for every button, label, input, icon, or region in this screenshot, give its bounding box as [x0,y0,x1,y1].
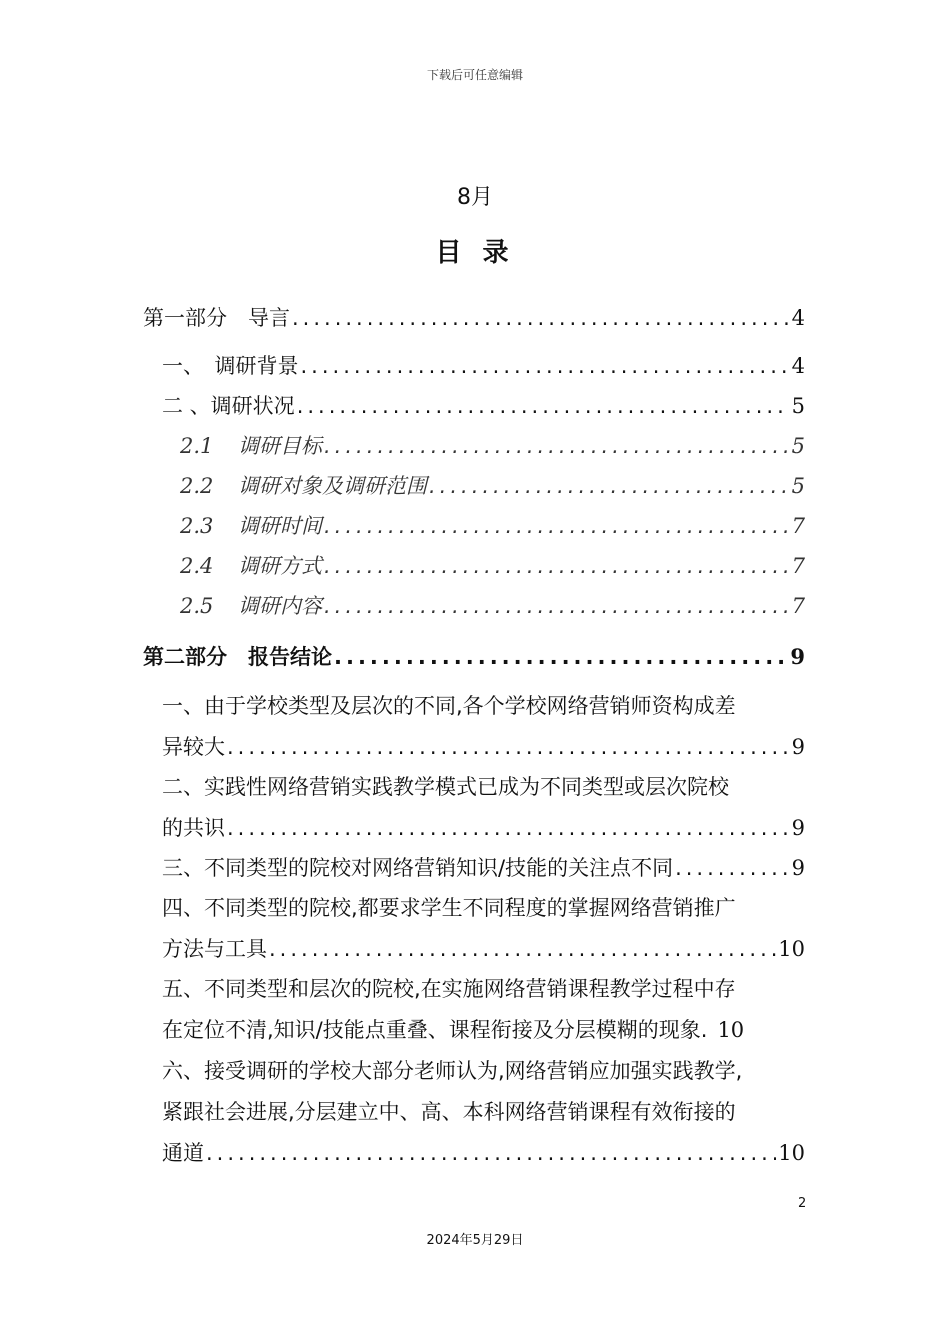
toc-dot-leader [269,935,776,963]
toc-dot-leader [227,733,790,761]
toc-entry-page: 10 [717,1018,745,1042]
toc-dot-leader [292,304,790,332]
toc-entry-page: 9 [791,735,805,759]
toc-entry-c6[interactable] [162,1139,805,1167]
toc-entry-page: 9 [791,856,805,880]
toc-dot-leader [297,392,790,420]
toc-entry-text: 调研目标 [238,434,322,458]
toc-dot-leader [324,552,790,580]
toc-entry-part1[interactable] [143,304,805,332]
toc-entry-label: 第一部分 导言 [143,306,290,330]
toc-dot-leader [429,472,790,500]
toc-entry-s24[interactable] [180,552,805,580]
toc-entry-c2-line1[interactable]: 二、实践性网络营销实践教学模式已成为不同类型或层次院校 [162,775,729,799]
toc-entry-page: 5 [791,474,805,498]
header-note: 下载后可任意编辑 [426,68,523,82]
toc-entry-c4[interactable] [162,935,805,963]
toc-entry-number: 2.3 [180,514,214,538]
toc-entry-part2[interactable] [143,643,805,671]
toc-entry-c5-line1[interactable]: 五、不同类型和层次的院校,在实施网络营销课程教学过程中存 [162,977,736,1001]
toc-dot-leader [301,352,790,380]
page-number: 2 [798,1196,807,1211]
toc-title: 目 录 [435,238,515,268]
toc-entry-number: 2.1 [180,434,214,458]
toc-entry-c6-line2[interactable]: 紧跟社会进展,分层建立中、高、本科网络营销课程有效衔接的 [162,1100,736,1124]
toc-entry-s1[interactable] [162,352,805,380]
toc-entry-page: 7 [791,594,805,618]
toc-entry-page: 7 [791,554,805,578]
toc-entry-c1-line1[interactable]: 一、由于学校类型及层次的不同,各个学校网络营销师资构成差 [162,694,736,718]
toc-entry-page: 9 [790,644,805,669]
toc-entry-c6-line1[interactable]: 六、接受调研的学校大部分老师认为,网络营销应加强实践教学, [162,1059,743,1083]
toc-entry-c3[interactable] [162,854,805,882]
toc-entry-text: 调研内容 [238,594,322,618]
toc-entry-s22[interactable] [180,472,805,500]
toc-entry-c5[interactable] [162,1016,805,1044]
toc-entry-label [180,432,322,460]
toc-entry-label: 异较大 [162,735,225,759]
toc-entry-s21[interactable] [180,432,805,460]
toc-entry-number: 2.4 [180,554,214,578]
toc-entry-label: 在定位不清,知识/技能点重叠、课程衔接及分层模糊的现象. [162,1018,708,1042]
toc-dot-leader [324,432,790,460]
toc-entry-label [180,472,427,500]
footer-date: 2024年5月29日 [426,1233,524,1248]
toc-entry-c1[interactable] [162,733,805,761]
toc-dot-leader [324,512,790,540]
toc-entry-label: 三、不同类型的院校对网络营销知识/技能的关注点不同 [162,856,674,880]
toc-entry-label: 通道 [162,1141,204,1165]
toc-entry-page: 5 [791,434,805,458]
toc-entry-s23[interactable] [180,512,805,540]
toc-entry-page: 10 [778,937,805,961]
month-heading: 8月 [457,185,493,210]
toc-dot-leader [206,1139,776,1167]
toc-entry-page: 10 [778,1141,805,1165]
toc-dot-leader [324,592,790,620]
toc-dot-leader [334,643,788,671]
toc-entry-label: 二 、调研状况 [162,394,295,418]
toc-entry-label: 第二部分 报告结论 [143,645,332,669]
toc-entry-number: 2.2 [180,474,214,498]
toc-entry-number: 2.5 [180,594,214,618]
toc-entry-s2[interactable] [162,392,805,420]
toc-entry-s25[interactable] [180,592,805,620]
toc-entry-page: 7 [791,514,805,538]
toc-entry-text: 调研时间 [238,514,322,538]
toc-entry-label: 的共识 [162,816,225,840]
toc-entry-page: 4 [791,306,805,330]
toc-entry-label [180,512,322,540]
toc-dot-leader [227,814,790,842]
toc-entry-text: 调研对象及调研范围 [238,474,427,498]
toc-entry-text: 调研方式 [238,554,322,578]
toc-entry-page: 5 [791,394,805,418]
toc-entry-label: 方法与工具 [162,937,267,961]
toc-entry-page: 4 [791,354,805,378]
toc-entry-c4-line1[interactable]: 四、不同类型的院校,都要求学生不同程度的掌握网络营销推广 [162,896,736,920]
toc-entry-label [180,552,322,580]
toc-entry-page: 9 [791,816,805,840]
toc-entry-c2[interactable] [162,814,805,842]
toc-entry-label: 一、 调研背景 [162,354,299,378]
toc-entry-label [180,592,322,620]
toc-dot-leader [675,854,790,882]
